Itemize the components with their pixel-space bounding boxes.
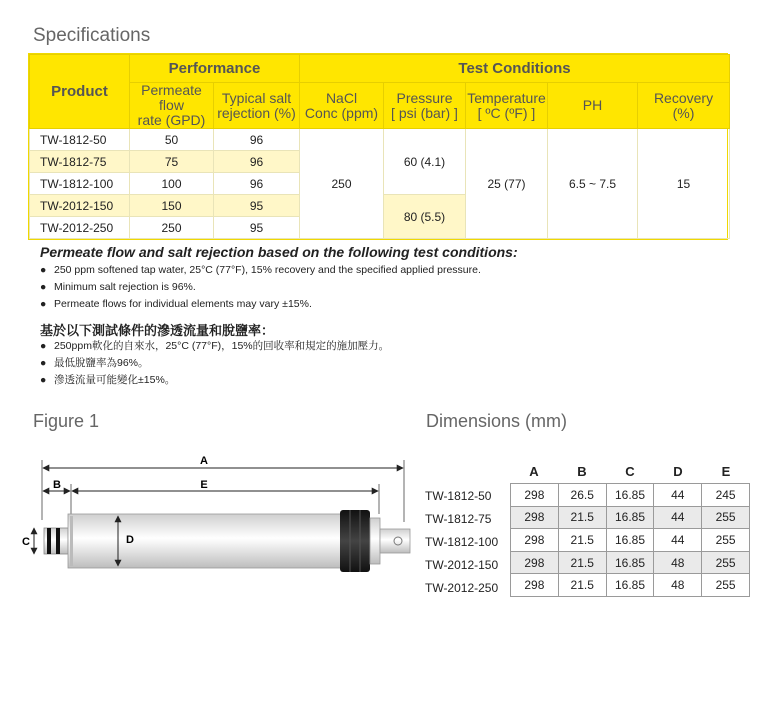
- column-header: A: [529, 464, 539, 479]
- dimension-cell: 21.5: [558, 529, 606, 552]
- dimensions-header: [510, 462, 750, 482]
- dimension-cell: 44: [654, 529, 702, 552]
- dimension-e-label: E: [200, 479, 208, 491]
- dimension-cell: 16.85: [606, 574, 654, 597]
- dimension-cell: 21.5: [558, 574, 606, 597]
- dimension-cell: 48: [654, 574, 702, 597]
- rejection-cell: 95: [214, 217, 300, 239]
- recovery-cell: 15: [638, 129, 730, 239]
- test-conditions-title: Permeate flow and salt rejection based on the following test conditions:: [40, 244, 518, 260]
- flow-cell: 50: [130, 129, 214, 151]
- bullet-icon: ●: [40, 357, 47, 369]
- list-item-text: 250ppm軟化的自來水，25°C (77°F)，15%的回收率和規定的施加壓力。: [54, 340, 390, 352]
- dimension-cell: 255: [702, 551, 750, 574]
- pressure-header-line: [ psi (bar) ]: [391, 104, 458, 121]
- product-cell: TW-2012-250: [30, 217, 130, 239]
- dimension-cell: 21.5: [558, 506, 606, 529]
- permeate-flow-header: [130, 83, 214, 129]
- salt-rejection-header-line: Typical salt: [221, 89, 292, 106]
- product-name: TW-2012-250: [425, 581, 499, 595]
- pressure-cell: 60 (4.1): [384, 129, 466, 195]
- dimension-cell: 44: [654, 484, 702, 507]
- o-ring: [47, 528, 51, 554]
- dimension-cell: 16.85: [606, 529, 654, 552]
- temperature-cell: 25 (77): [466, 129, 548, 239]
- product-name: TW-1812-100: [425, 535, 499, 549]
- temperature-header-line: [ ºC (ºF) ]: [477, 104, 536, 121]
- list-item: [40, 262, 481, 279]
- dimension-a-label: A: [200, 455, 208, 467]
- dimension-cell: 16.85: [606, 484, 654, 507]
- list-item: [40, 296, 481, 313]
- bullet-icon: ●: [40, 298, 47, 310]
- dimension-cell: 298: [511, 574, 559, 597]
- rejection-cell: 96: [214, 129, 300, 151]
- product-cell: TW-1812-50: [30, 129, 130, 151]
- rejection-cell: 95: [214, 195, 300, 217]
- test-conditions-header: Test Conditions: [300, 55, 730, 83]
- rejection-cell: 96: [214, 173, 300, 195]
- rejection-cell: 96: [214, 151, 300, 173]
- dimension-c-label: C: [22, 536, 30, 548]
- dimension-cell: 298: [511, 529, 559, 552]
- product-header: Product: [30, 55, 130, 129]
- dimension-cell: 44: [654, 506, 702, 529]
- pressure-cell: 80 (5.5): [384, 195, 466, 239]
- list-item: [40, 372, 389, 389]
- column-header: E: [721, 464, 731, 479]
- dimension-cell: 21.5: [558, 551, 606, 574]
- ph-cell: 6.5 ~ 7.5: [548, 129, 638, 239]
- test-conditions-list: [40, 262, 481, 313]
- product-cell: TW-1812-75: [30, 151, 130, 173]
- pressure-header: [384, 83, 466, 129]
- product-name: TW-1812-50: [425, 489, 492, 503]
- specifications-table: [28, 53, 728, 240]
- list-item: [40, 338, 389, 355]
- table-row: [511, 529, 750, 552]
- ph-header: PH: [548, 83, 638, 129]
- performance-header: Performance: [130, 55, 300, 83]
- list-item-text: 滲透流量可能變化±15%。: [54, 374, 176, 386]
- recovery-header-line: (%): [672, 104, 695, 121]
- dimension-cell: 26.5: [558, 484, 606, 507]
- table-row: [511, 506, 750, 529]
- pressure-header-line: Pressure: [396, 89, 453, 106]
- list-item-text: Minimum salt rejection is 96%.: [54, 281, 196, 293]
- nacl-header-line: NaCl: [325, 89, 358, 106]
- dimension-cell: 298: [511, 484, 559, 507]
- dimension-cell: 298: [511, 551, 559, 574]
- end-body: [370, 518, 380, 564]
- list-item-text: 最低脫鹽率為96%。: [54, 357, 149, 369]
- column-header: D: [673, 464, 683, 479]
- nacl-cell: 250: [300, 129, 384, 239]
- column-header: C: [625, 464, 635, 479]
- bullet-icon: ●: [40, 281, 47, 293]
- membrane-element-drawing: [0, 440, 420, 600]
- table-row: [30, 129, 730, 151]
- dimension-cell: 245: [702, 484, 750, 507]
- list-item-text: Permeate flows for individual elements may vary ±15%.: [54, 298, 312, 310]
- dimensions-product-names: [425, 485, 498, 600]
- flow-cell: 250: [130, 217, 214, 239]
- product-name: TW-1812-75: [425, 512, 492, 526]
- table-row: [511, 484, 750, 507]
- dimension-d-label: D: [126, 534, 134, 546]
- table-row: [511, 574, 750, 597]
- membrane-body: [68, 514, 344, 568]
- dimension-b-label: B: [53, 479, 61, 491]
- dimension-cell: 16.85: [606, 506, 654, 529]
- temperature-header-line: Temperature: [467, 89, 546, 106]
- outlet-tube: [380, 529, 410, 553]
- dimensions-heading: Dimensions (mm): [426, 411, 568, 431]
- flow-cell: 150: [130, 195, 214, 217]
- dimensions-table: [510, 483, 750, 597]
- column-header: B: [577, 464, 587, 479]
- specifications-heading: Specifications: [33, 25, 151, 46]
- product-cell: TW-1812-100: [30, 173, 130, 195]
- recovery-header: [638, 83, 730, 129]
- dimension-cell: 48: [654, 551, 702, 574]
- list-item-text: 250 ppm softened tap water, 25°C (77°F), 15% recovery and the specified applied pressure.: [54, 264, 481, 276]
- brine-seal: [340, 510, 370, 572]
- dimension-cell: 255: [702, 574, 750, 597]
- nacl-header: [300, 83, 384, 129]
- table-row: [511, 551, 750, 574]
- bullet-icon: ●: [40, 374, 47, 386]
- dimension-cell: 255: [702, 506, 750, 529]
- product-name: TW-2012-150: [425, 558, 499, 572]
- list-item: [40, 355, 389, 372]
- salt-rejection-header-line: rejection (%): [217, 104, 296, 121]
- bullet-icon: ●: [40, 264, 47, 276]
- nacl-header-line: Conc (ppm): [304, 104, 379, 121]
- permeate-flow-header-line: rate (GPD): [137, 112, 206, 128]
- salt-rejection-header: [214, 83, 300, 129]
- bullet-icon: ●: [40, 340, 47, 352]
- product-cell: TW-2012-150: [30, 195, 130, 217]
- o-ring: [56, 528, 60, 554]
- flow-cell: 75: [130, 151, 214, 173]
- test-conditions-title-chinese: 基於以下測試條件的滲透流量和脫鹽率：: [40, 323, 275, 338]
- end-cap: [70, 516, 73, 566]
- recovery-header-line: Recovery: [653, 89, 714, 106]
- dimension-cell: 298: [511, 506, 559, 529]
- list-item: [40, 279, 481, 296]
- temperature-header: [466, 83, 548, 129]
- flow-cell: 100: [130, 173, 214, 195]
- dimension-cell: 16.85: [606, 551, 654, 574]
- figure-heading: Figure 1: [33, 411, 100, 431]
- test-conditions-list-chinese: [40, 338, 389, 389]
- permeate-flow-header-line: Permeate flow: [141, 82, 202, 113]
- dimension-cell: 255: [702, 529, 750, 552]
